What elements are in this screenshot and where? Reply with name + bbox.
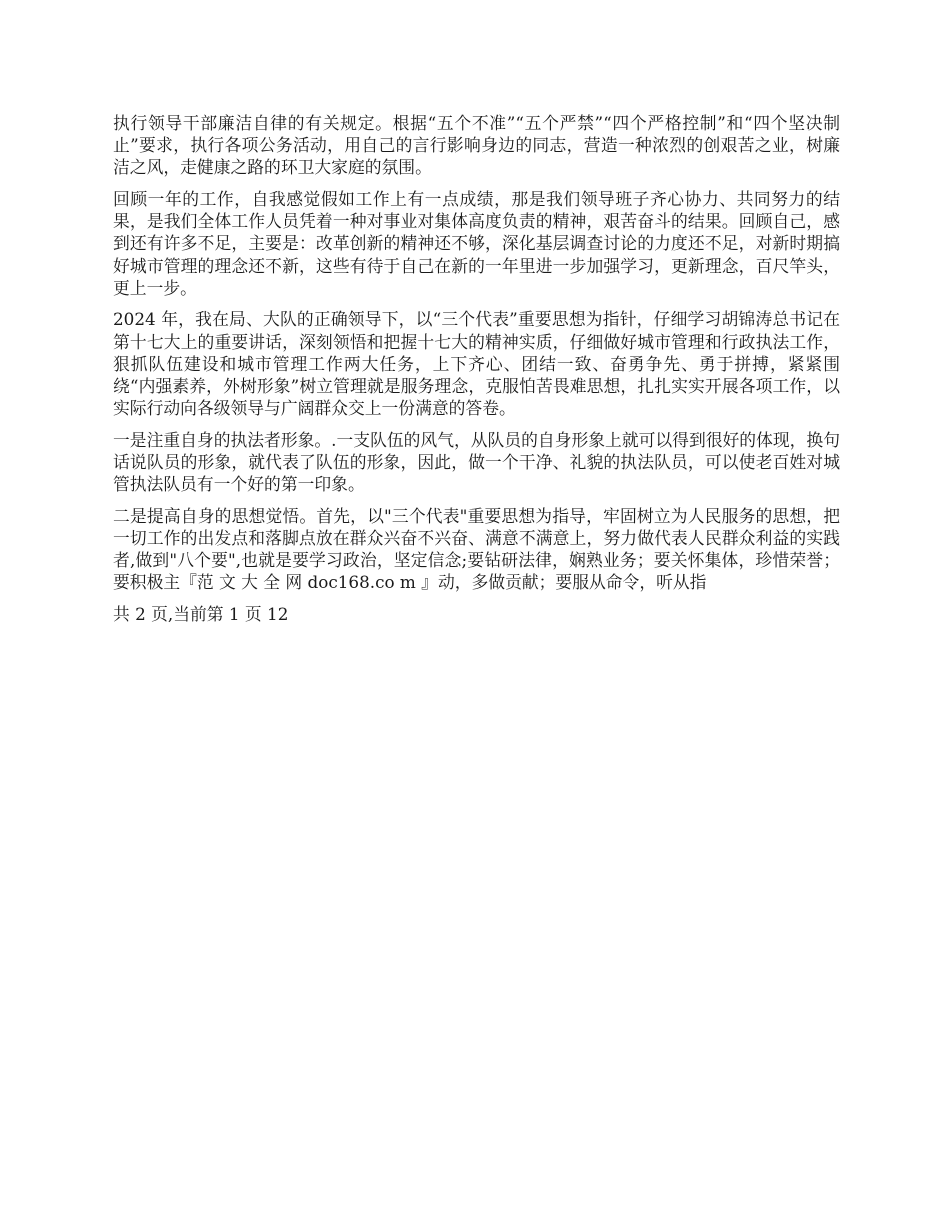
paragraph-1: 执行领导干部廉洁自律的有关规定。根据“五个不准”“五个严禁”“四个严格控制”和“四个坚决制止”要求，执行各项公务活动，用自己的言行影响身边的同志，营造一种浓烈的创艰苦之业，树廉洁之风，走健康之路的环卫大家庭的氛围。 xyxy=(113,113,840,178)
document-page xyxy=(113,112,840,625)
page-indicator: 共 2 页,当前第 1 页 12 xyxy=(113,604,289,625)
paragraph-3: 2024 年，我在局、大队的正确领导下，以“三个代表”重要思想为指针，仔细学习胡锦涛总书记在第十七大上的重要讲话，深刻领悟和把握十七大的精神实质，仔细做好城市管理和行政执法工作，狠抓队伍建设和城市管理工作两大任务，上下齐心、团结一致、奋勇争先、勇于拼搏，紧紧围绕“内强素养，外树形象”树立管理就是服务理念，克服怕苦畏难思想，扎扎实实开展各项工作，以实际行动向各级领导与广阔群众交上一份满意的答卷。 xyxy=(113,309,840,419)
paragraph-2: 回顾一年的工作，自我感觉假如工作上有一点成绩，那是我们领导班子齐心协力、共同努力的结果，是我们全体工作人员凭着一种对事业对集体高度负责的精神，艰苦奋斗的结果。回顾自己，感到还有许多不足，主要是：改革创新的精神还不够，深化基层调查讨论的力度还不足，对新时期搞好城市管理的理念还不新，这些有待于自己在新的一年里进一步加强学习，更新理念，百尺竿头，更上一步。 xyxy=(113,189,840,298)
paragraph-5: 二是提高自身的思想觉悟。首先，以"三个代表"重要思想为指导，牢固树立为人民服务的思想，把一切工作的出发点和落脚点放在群众兴奋不兴奋、满意不满意上，努力做代表人民群众利益的实践者,做到"八个要",也就是要学习政治，坚定信念;要钻研法律，娴熟业务；要关怀集体，珍惜荣誉；要积极主『范 文 大 全 网 doc168.co m 』动，多做贡献；要服从命令，听从指 xyxy=(113,505,840,593)
paragraph-4: 一是注重自身的执法者形象。.一支队伍的风气，从队员的自身形象上就可以得到很好的体现，换句话说队员的形象，就代表了队伍的形象，因此，做一个干净、礼貌的执法队员，可以使老百姓对城管执法队员有一个好的第一印象。 xyxy=(113,429,840,495)
